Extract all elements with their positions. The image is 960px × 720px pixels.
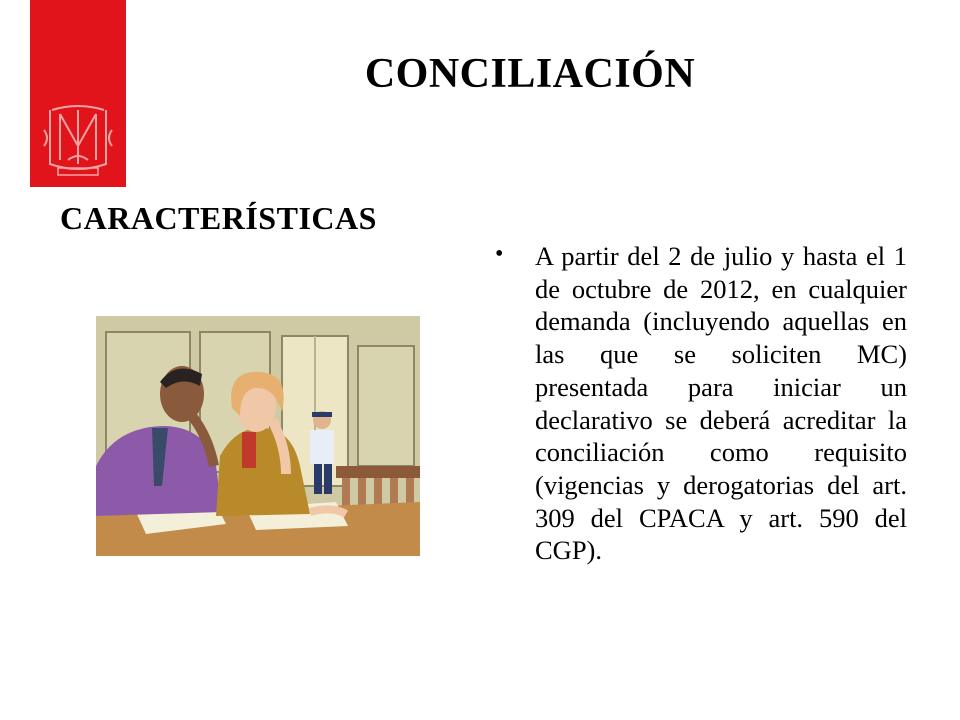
slide-title: CONCILIACIÓN — [364, 51, 696, 97]
logo-band — [30, 0, 126, 187]
bullet-list — [495, 240, 907, 567]
monogram-crest-logo — [38, 100, 118, 182]
slide-subtitle: CARACTERÍSTICAS — [60, 200, 377, 236]
courtroom-illustration — [96, 316, 420, 556]
bullet-marker: • — [495, 241, 504, 267]
bullet-text: A partir del 2 de julio y hasta el 1 de octubre de 2012, en cualquier demanda (incluyendo aquellas en las que se soliciten MC) presentada para iniciar un declarativo se deberá acreditar la conciliación como requisito (vigencias y derogatorias del art. 309 del CPACA y art. 590 del CGP). — [535, 241, 907, 566]
